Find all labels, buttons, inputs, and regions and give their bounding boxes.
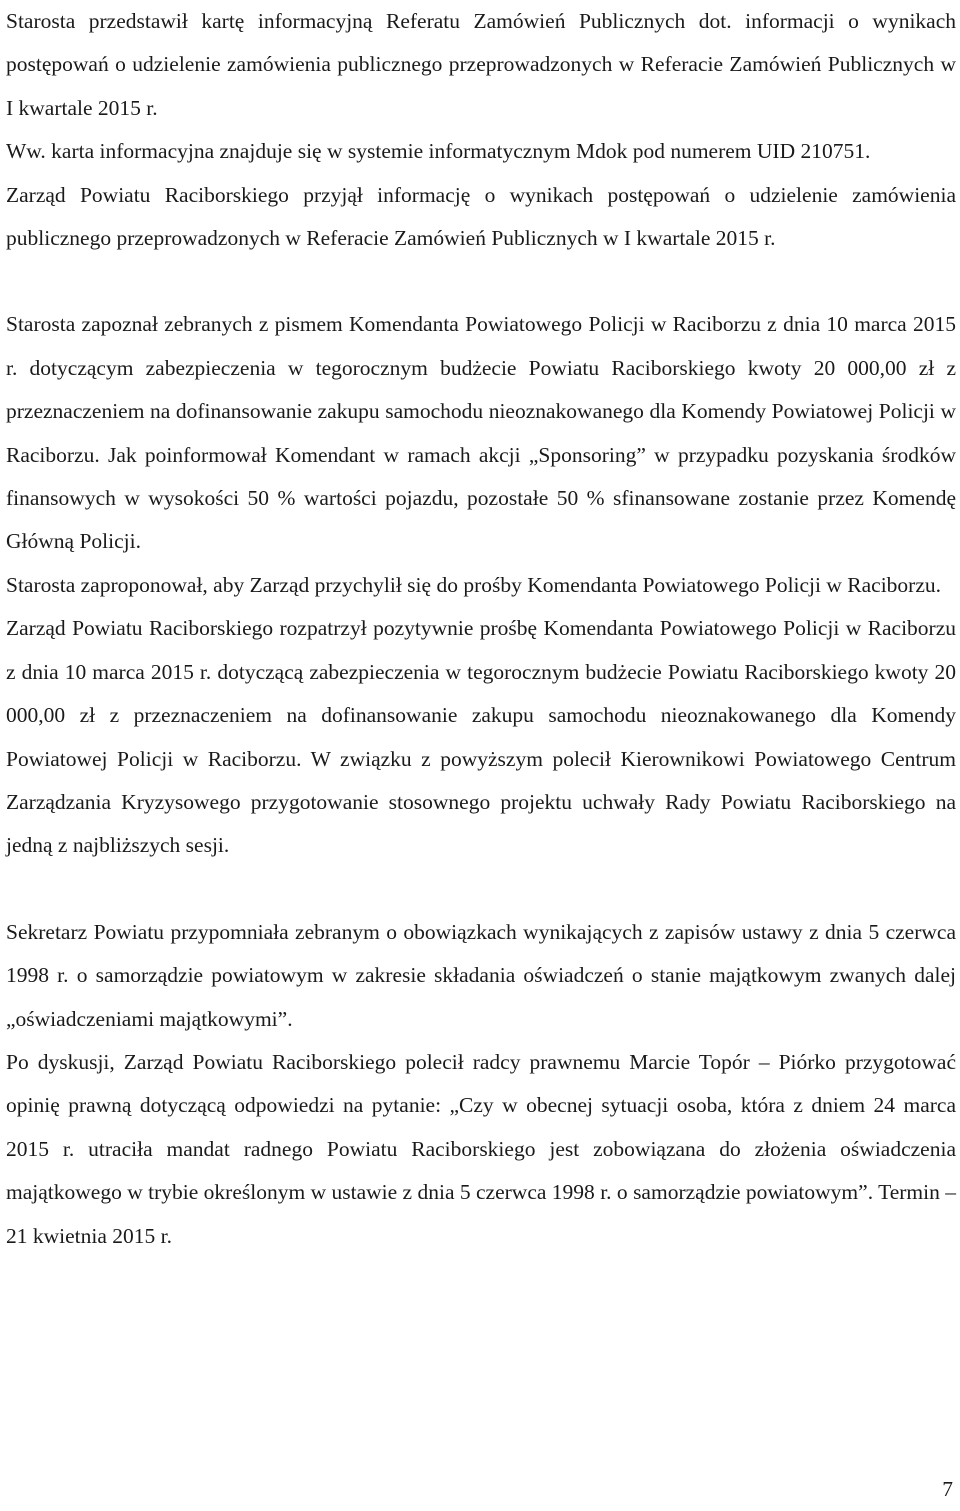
document-page — [6, 0, 956, 1258]
page-number: 7 — [942, 1477, 953, 1501]
paragraph-mdok-uid: Ww. karta informacyjna znajduje się w systemie informatycznym Mdok pod numerem UID 210751. — [6, 139, 871, 164]
paragraph-board-accepted: Zarząd Powiatu Raciborskiego przyjął informację o wynikach postępowań o udzielenie zamówienia publicznego przeprowadzonych w Referacie Zamówień Publicznych w I kwartale 2015 r. — [6, 182, 956, 251]
paragraph-gap — [6, 868, 956, 911]
paragraph-starosta-proposal: Starosta zaproponował, aby Zarząd przychylił się do prośby Komendanta Powiatowego Policji w Raciborzu. — [6, 572, 942, 597]
paragraph-police-letter: Starosta zapoznał zebranych z pismem Komendanta Powiatowego Policji w Raciborzu z dnia 10 marca 2015 r. dotyczącym zabezpieczenia w tegorocznym budżecie Powiatu Raciborskiego kwoty 20 000,00 zł z przeznaczeniem na dofinansowanie zakupu samochodu nieoznakowanego dla Komendy Powiatowej Policji w Raciborzu. Jak poinformował Komendant w ramach akcji „Sponsoring” w przypadku pozyskania środków finansowych w wysokości 50 % wartości pojazdu, pozostałe 50 % sfinansowane zostanie przez Komendę Główną Policji. — [6, 312, 956, 554]
paragraph-gap — [6, 260, 956, 303]
paragraph-legal-opinion: Po dyskusji, Zarząd Powiatu Raciborskiego polecił radcy prawnemu Marcie Topór – Piórko przygotować opinię prawną dotyczącą odpowiedzi na pytanie: „Czy w obecnej sytuacji osoba, która z dniem 24 marca 2015 r. utraciła mandat radnego Powiatu Raciborskiego jest zobowiązana do złożenia oświadczenia majątkowego w trybie określonym w ustawie z dnia 5 czerwca 1998 r. o samorządzie powiatowym”. Termin – 21 kwietnia 2015 r. — [6, 1049, 956, 1248]
paragraph-board-decision: Zarząd Powiatu Raciborskiego rozpatrzył pozytywnie prośbę Komendanta Powiatowego Policji w Raciborzu z dnia 10 marca 2015 r. dotyczącą zabezpieczenia w tegorocznym budżecie Powiatu Raciborskiego kwoty 20 000,00 zł z przeznaczeniem na dofinansowanie zakupu samochodu nieoznakowanego dla Komendy Powiatowej Policji w Raciborzu. W związku z powyższym polecił Kierownikowi Powiatowego Centrum Zarządzania Kryzysowego przygotowanie stosownego projektu uchwały Rady Powiatu Raciborskiego na jedną z najbliższych sesji. — [6, 616, 956, 858]
paragraph-procurement-card: Starosta przedstawił kartę informacyjną Referatu Zamówień Publicznych dot. informacji o wynikach postępowań o udzielenie zamówienia publicznego przeprowadzonych w Referacie Zamówień Publicznych w I kwartale 2015 r. — [6, 9, 956, 120]
paragraph-secretary-reminder: Sekretarz Powiatu przypomniała zebranym o obowiązkach wynikających z zapisów ustawy z dnia 5 czerwca 1998 r. o samorządzie powiatowym w zakresie składania oświadczeń o stanie majątkowym zwanych dalej „oświadczeniami majątkowymi”. — [6, 919, 956, 1031]
